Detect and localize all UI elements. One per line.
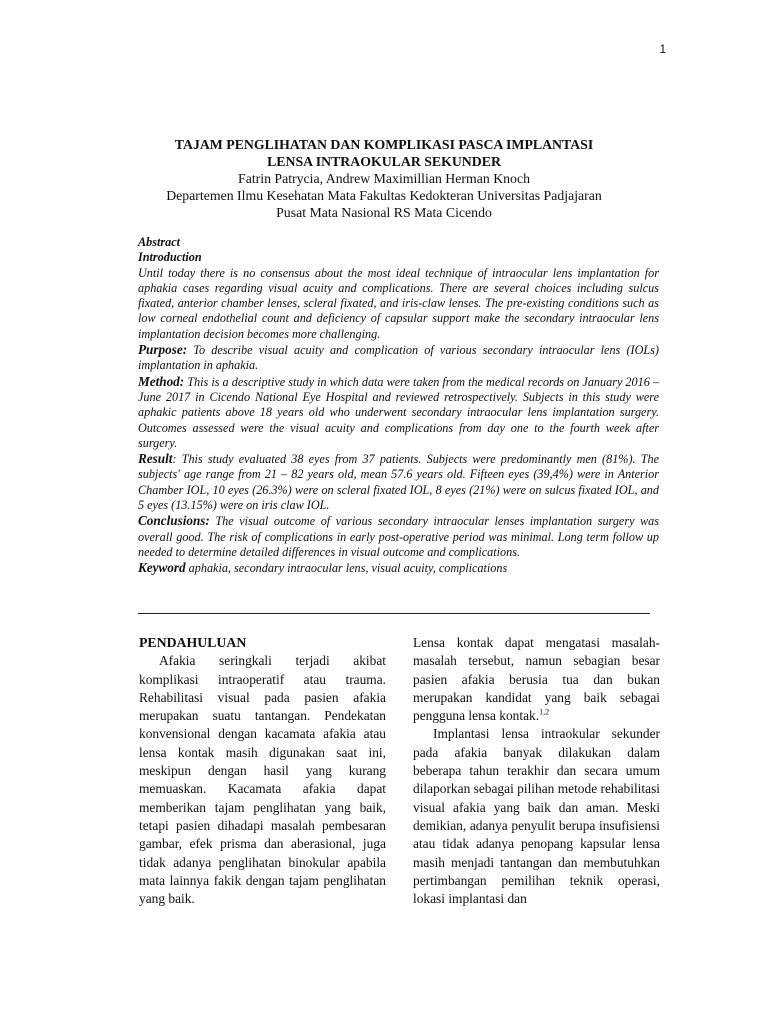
left-column <box>139 634 386 908</box>
section-heading: PENDAHULUAN <box>139 635 247 650</box>
affiliation-1: Departemen Ilmu Kesehatan Mata Fakultas Kedokteran Universitas Padjajaran <box>166 188 602 203</box>
keyword-label: Keyword <box>138 560 186 576</box>
section-divider <box>138 613 650 614</box>
abstract-heading: Abstract <box>138 235 180 249</box>
introduction-text: Until today there is no consensus about the most ideal technique of intraocular lens implantation for aphakia cases regarding visual acuity and complications. There are several choices including sulcus fixated, anterior chamber lenses, scleral fixated, and iris-claw lenses. The pre-existing conditions such as low corneal endothelial count and deficiency of capsular support make the secondary intraocular lens implantation decision becomes more challenging. <box>138 265 659 341</box>
paper-header <box>120 136 648 221</box>
right-column <box>413 634 660 908</box>
right-paragraph-1 <box>413 634 660 725</box>
result-label: Result <box>138 451 173 467</box>
conclusions-label: Conclusions: <box>138 513 210 529</box>
purpose-label: Purpose: <box>138 342 188 358</box>
purpose-text: To describe visual acuity and complication of various secondary intraocular lens (IOLs) implantation in aphakia. <box>138 343 659 373</box>
right-paragraph-1-text: Lensa kontak dapat mengatasi masalah-masalah tersebut, namun sebagian besar pasien afakia berusia tua dan bukan merupakan kandidat yang baik sebagai pengguna lensa kontak. <box>413 635 660 724</box>
conclusions-section <box>138 513 659 560</box>
right-paragraph-2: Implantasi lensa intraokular sekunder pada afakia banyak dilakukan dalam beberapa tahun terakhir dan secara umum dilaporkan sebagai pilihan metode rehabilitasi visual afakia yang baik dan aman. Meski demikian, adanya penyulit berupa insufisiensi atau tidak adanya penopang kapsular lensa masih menjadi tantangan dan membutuhkan pertimbangan pemilihan teknik operasi, lokasi implantasi dan <box>413 726 660 907</box>
keyword-text: aphakia, secondary intraocular lens, visual acuity, complications <box>185 561 508 576</box>
result-text: : This study evaluated 38 eyes from 37 patients. Subjects were predominantly men (81%). The subjects' age range from 21 – 82 years old, mean 57.6 years old. Fifteen eyes (39,4%) were in Anterior Chamber IOL, 10 eyes (26.3%) were on scleral fixated IOL, 8 eyes (21%) were on sulcus fixated IOL, and 5 eyes (13.15%) were on iris claw IOL. <box>138 452 659 513</box>
method-label: Method: <box>138 373 185 389</box>
abstract <box>138 235 659 577</box>
introduction-heading: Introduction <box>138 250 202 265</box>
affiliation-2: Pusat Mata Nasional RS Mata Cicendo <box>276 205 492 220</box>
left-paragraph: Afakia seringkali terjadi akibat komplikasi intraoperatif atau trauma. Rehabilitasi visual pada pasien afakia merupakan suatu tantangan. Pendekatan konvensional dengan kacamata afakia atau lensa kontak masih digunakan saat ini, meskipun dengan hasil yang kurang memuaskan. Kacamata afakia dapat memberikan tajam penglihatan yang baik, tetapi pasien dihadapi masalah pembesaran gambar, efek prisma dan aberasional, juga tidak adanya penglihatan binokular apabila mata lainnya fakik dengan tajam penglihatan yang baik. <box>139 653 386 907</box>
conclusions-text: The visual outcome of various secondary intraocular lenses implantation surgery was overall good. The risk of complications in early post-operative period was minimal. Long term follow up needed to determine detailed differences in visual outcome and complications. <box>138 514 659 559</box>
method-text: This is a descriptive study in which data were taken from the medical records on January 2016 – June 2017 in Cicendo National Eye Hospital and reviewed retrospectively. Subjects in this study were aphakic patients above 18 years old who underwent secondary intraocular lens implantation surgery. Outcomes assessed were the visual acuity and complications from day one to the fourth week after surgery. <box>138 374 659 450</box>
page-number: 1 <box>659 44 666 56</box>
result-section <box>138 451 659 513</box>
authors: Fatrin Patrycia, Andrew Maximillian Herman Knoch <box>238 171 530 186</box>
keyword-section <box>138 560 659 576</box>
citation-ref: 1,2 <box>539 707 550 717</box>
paper-title-line-1: TAJAM PENGLIHATAN DAN KOMPLIKASI PASCA IMPLANTASI <box>174 137 594 152</box>
purpose-section <box>138 342 659 374</box>
method-section <box>138 374 659 451</box>
paper-title-line-2: LENSA INTRAOKULAR SEKUNDER <box>267 154 501 169</box>
